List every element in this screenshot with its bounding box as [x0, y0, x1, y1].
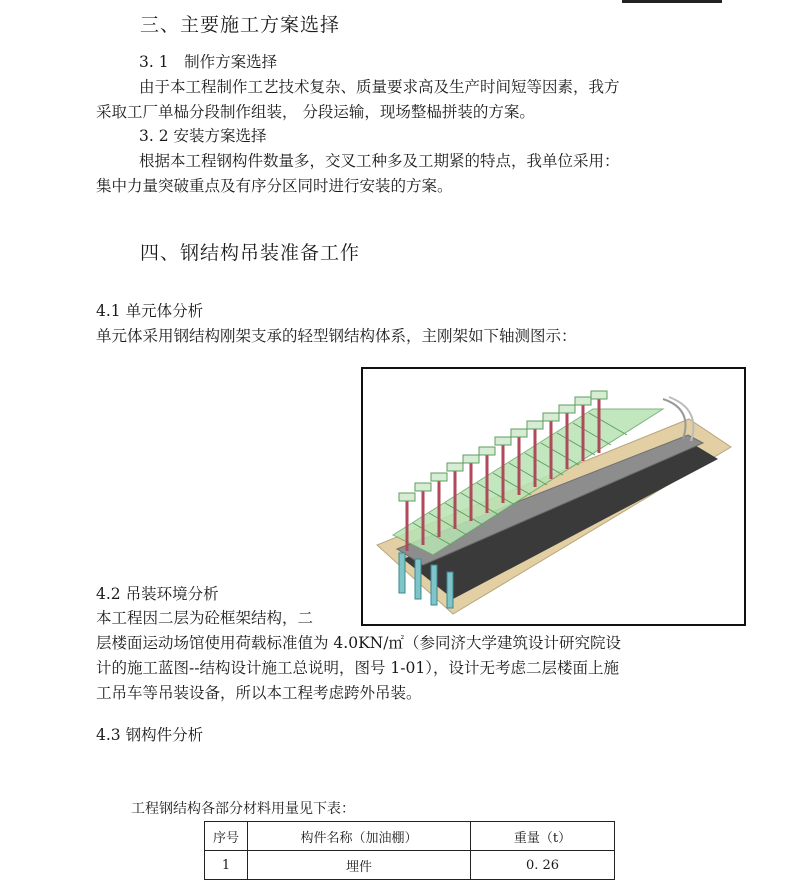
subsection-3-1-title: 3. 1 制作方案选择: [139, 53, 278, 71]
steel-frame-axonometric-figure: [361, 367, 746, 626]
section-3-title: 三、主要施工方案选择: [140, 14, 341, 36]
table-cell: 0. 26: [471, 851, 615, 880]
table-header-cell: 重量（t）: [471, 822, 615, 851]
table-cell: 埋件: [248, 851, 471, 880]
paragraph-line: 单元体采用钢结构刚架支承的轻型钢结构体系，主刚架如下轴测图示：: [96, 327, 577, 345]
subsection-4-1-title: 4.1 单元体分析: [96, 302, 204, 320]
paragraph-line: 集中力量突破重点及有序分区同时进行安装的方案。: [96, 177, 453, 195]
axonometric-drawing: [363, 369, 744, 624]
table-header-row: [205, 822, 615, 851]
subsection-4-2-title: 4.2 吊装环境分析: [96, 585, 219, 603]
material-table: [204, 821, 615, 880]
paragraph-line: 计的施工蓝图--结构设计施工总说明，图号 1-01），设计无考虑二层楼面上施: [96, 659, 619, 677]
table-header-cell: 序号: [205, 822, 248, 851]
paragraph-line: 根据本工程钢构件数量多，交叉工种多及工期紧的特点，我单位采用：: [139, 152, 620, 170]
subsection-3-2-title: 3. 2 安装方案选择: [139, 127, 267, 145]
table-row: [205, 851, 615, 880]
paragraph-line: 工吊车等吊装设备，所以本工程考虑跨外吊装。: [96, 684, 422, 702]
table-cell: 1: [205, 851, 248, 880]
table-header-cell: 构件名称（加油棚）: [248, 822, 471, 851]
paragraph-line: 本工程因二层为砼框架结构，二: [96, 609, 314, 627]
paragraph-line: 由于本工程制作工艺技术复杂、质量要求高及生产时间短等因素，我方: [139, 78, 620, 96]
subsection-4-3-title: 4.3 钢构件分析: [96, 726, 204, 744]
section-4-title: 四、钢结构吊装准备工作: [140, 242, 361, 264]
header-rule: [622, 0, 722, 3]
table-caption: 工程钢结构各部分材料用量见下表：: [131, 801, 355, 817]
paragraph-line: 层楼面运动场馆使用荷载标准值为 4.0KN/㎡（参同济大学建筑设计研究院设: [96, 634, 621, 652]
paragraph-line: 采取工厂单榀分段制作组装， 分段运输，现场整榀拼装的方案。: [96, 103, 535, 121]
